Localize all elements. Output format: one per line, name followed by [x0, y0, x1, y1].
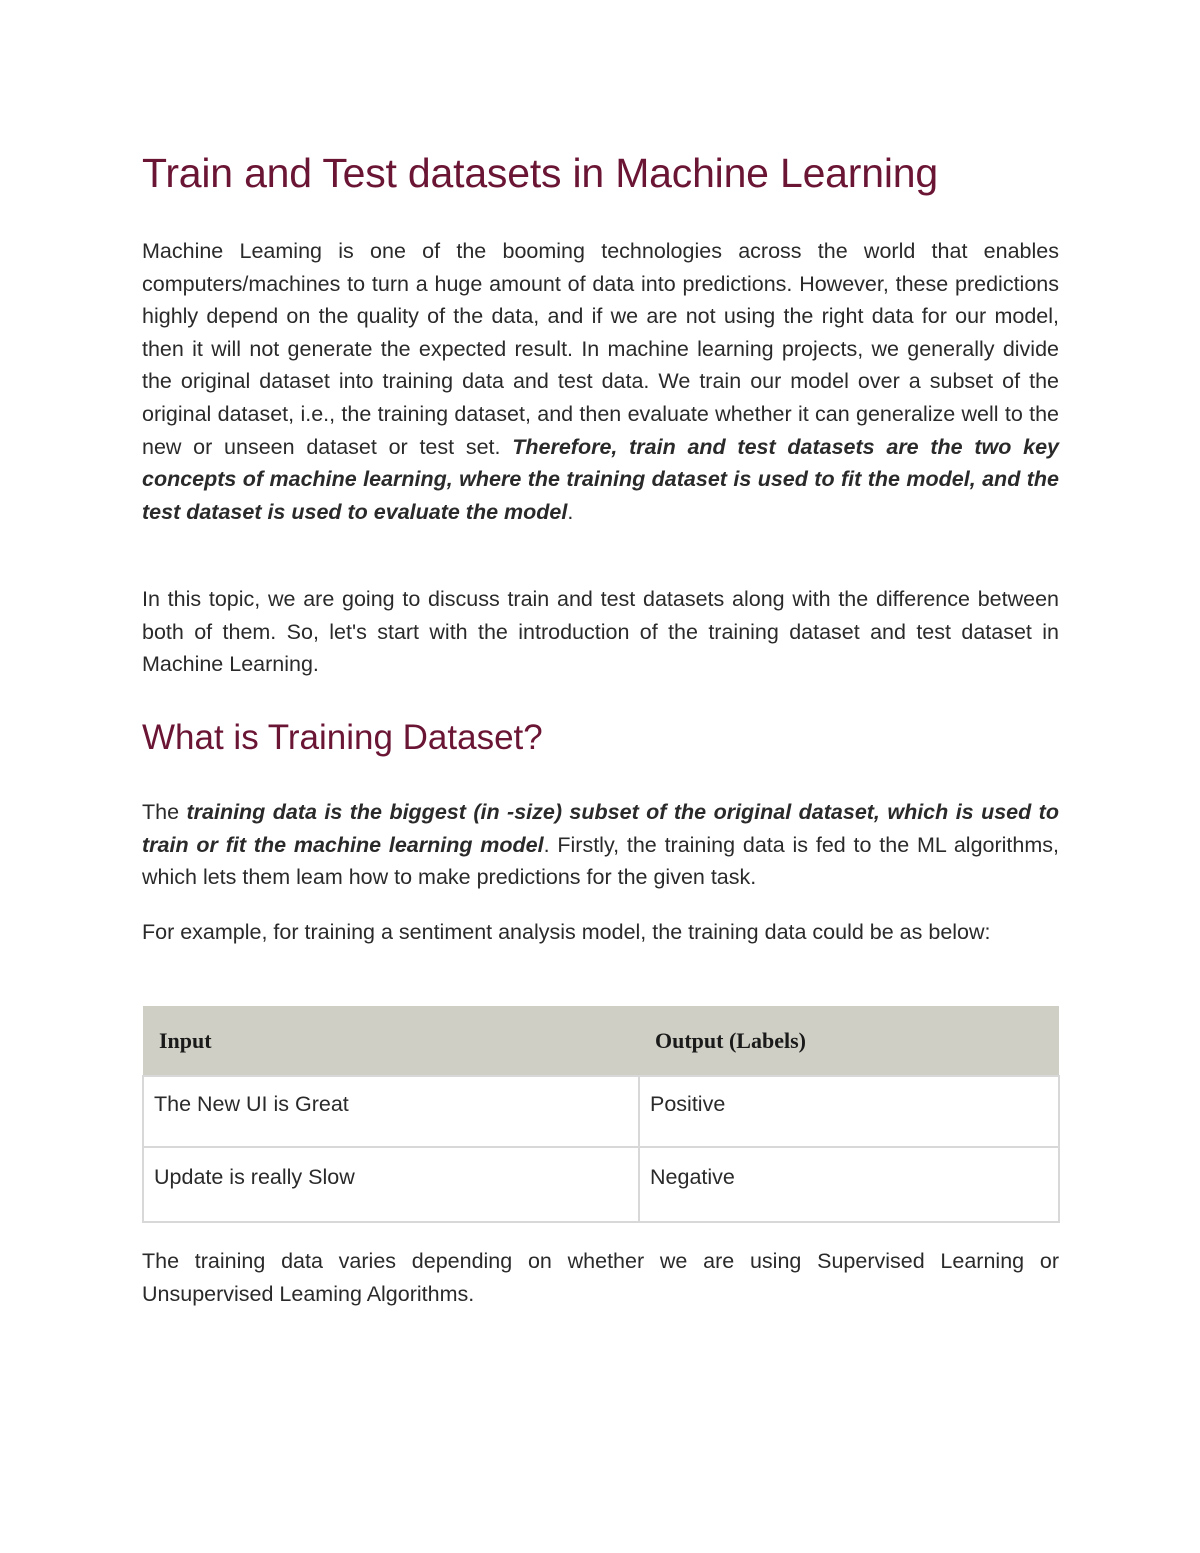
intro-emphasis: Therefore, train and test datasets are the two key concepts of machine learning, where the training dataset is used to fit the model, and the test dataset is used to evaluate the model	[142, 434, 1059, 524]
training-def-lead: The	[142, 800, 187, 824]
topic-paragraph: In this topic, we are going to discuss train and test datasets along with the difference between both of them. So, let's start with the introduction of the training dataset and test dataset in Machine Learning.	[142, 587, 1059, 677]
closing-paragraph: The training data varies depending on whether we are using Supervised Learning or Unsupervised Leaming Algorithms.	[142, 1249, 1059, 1306]
page-title: Train and Test datasets in Machine Learning	[142, 150, 938, 196]
table-cell-input: The New UI is Great	[143, 1076, 639, 1147]
table-header-input: Input	[143, 1006, 639, 1076]
section-heading: What is Training Dataset?	[142, 718, 543, 757]
table-cell-input: Update is really Slow	[143, 1147, 639, 1222]
training-definition-paragraph	[142, 796, 1059, 894]
table-cell-output: Positive	[639, 1076, 1059, 1147]
example-intro-paragraph: For example, for training a sentiment analysis model, the training data could be as below:	[142, 920, 991, 944]
training-def-rest: . Firstly, the training data is fed to the ML algorithms, which lets them leam how to make predictions for the given task.	[142, 832, 1059, 890]
table-row	[143, 1076, 1059, 1147]
training-def-emphasis: training data is the biggest (in -size) subset of the original dataset, which is used to train or fit the machine learning model	[142, 800, 1059, 857]
intro-end: .	[567, 499, 574, 524]
table-header-output: Output (Labels)	[639, 1006, 1059, 1076]
sentiment-table	[142, 1006, 1060, 1223]
intro-text: Machine Leaming is one of the booming technologies across the world that enables computers/machines to turn a huge amount of data into predictions. However, these predictions highly depend on the quality of the data, and if we are not using the right data for our model, then it will not generate the expected result. In machine learning projects, we generally divide the original dataset into training data and test data. We train our model over a subset of the original dataset, i.e., the training dataset, and then evaluate whether it can generalize well to the new or unseen dataset or test set.	[142, 239, 1059, 459]
table-row	[143, 1147, 1059, 1222]
table-cell-output: Negative	[639, 1147, 1059, 1222]
table-header-row	[143, 1006, 1059, 1076]
intro-paragraph	[142, 235, 1059, 528]
